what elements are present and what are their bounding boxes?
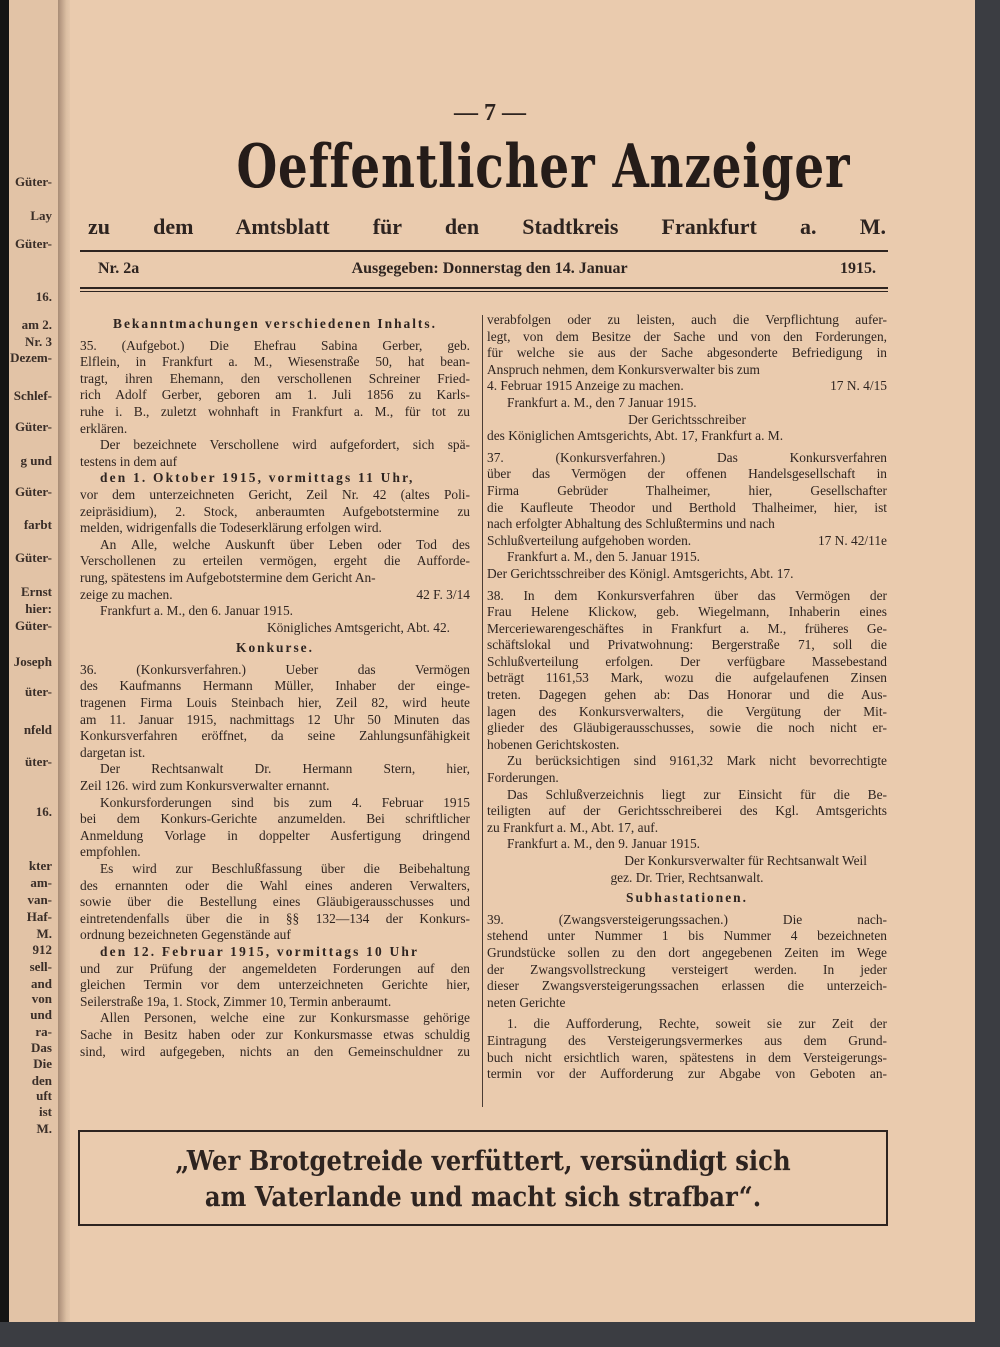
text-line-with-reference bbox=[487, 378, 887, 395]
text-line: verabfolgen oder zu leisten, auch die Verpflichtung aufer- bbox=[487, 312, 887, 327]
header-double-rule-bottom bbox=[80, 291, 888, 292]
margin-fragment: Güter- bbox=[14, 174, 52, 189]
margin-fragment: M. bbox=[36, 1121, 52, 1136]
paragraph bbox=[80, 761, 470, 794]
margin-fragment: Das bbox=[31, 1040, 52, 1055]
signature-line: gez. Dr. Trier, Rechtsanwalt. bbox=[610, 869, 764, 885]
text-line: rung, spätestens im Aufgebotstermine dem Gericht An- bbox=[80, 569, 376, 585]
text-line: Anmeldung Vorlage in doppelter Ausfertigung dringend bbox=[80, 827, 470, 843]
margin-fragment: sell- bbox=[29, 959, 52, 974]
text-line: und zur Prüfung der angemeldeten Forderungen auf den bbox=[80, 960, 470, 976]
margin-fragment: g und bbox=[20, 453, 52, 468]
text-line: eintretendenfalls über die in §§ 132—134 der Konkurs- bbox=[80, 910, 470, 926]
text-line: 38. In dem Konkursverfahren über das Vermögen der bbox=[487, 587, 887, 603]
text-line: nach erfolgter Abhaltung des Schlußtermins und nach bbox=[487, 516, 775, 532]
header-rule bbox=[80, 250, 888, 252]
paragraph bbox=[487, 588, 887, 754]
text-line: Konkursverfahren eröffnet, da seine Zahlungsunfähigkeit bbox=[80, 728, 470, 744]
margin-fragment: farbt bbox=[23, 517, 52, 532]
text-line: Zu berücksichtigen sind 9161,32 Mark nicht bevorrechtigte bbox=[507, 753, 887, 769]
section-heading: Bekanntmachungen verschiedenen Inhalts. bbox=[113, 316, 437, 331]
slogan-line-2: am Vaterlande und macht sich strafbar“. bbox=[204, 1182, 762, 1213]
text-line: Forderungen. bbox=[487, 770, 559, 786]
margin-fragment: und bbox=[30, 1007, 52, 1022]
text-line: die Kaufleute Theodor und Berthold Thalheimer, hier, ist bbox=[487, 499, 887, 515]
paragraph bbox=[487, 450, 887, 533]
text-line: dieser Zwangsversteigerungssachen erlassen die unterzeich- bbox=[487, 978, 887, 994]
binding-shadow bbox=[0, 0, 9, 1347]
scanner-background bbox=[0, 1322, 1000, 1347]
paragraph bbox=[487, 428, 887, 445]
margin-fragment: and bbox=[31, 976, 52, 991]
text-line: Verschollenen zu erteilen vermögen, ergeht die Aufforde- bbox=[80, 553, 470, 569]
text-line: Sache in Besitz haben oder zur Konkursmasse etwas schuldig bbox=[80, 1026, 470, 1042]
signature-line: Der Konkursverwalter für Rechtsanwalt Weil bbox=[624, 853, 867, 868]
margin-fragment: Güter- bbox=[14, 618, 52, 633]
text-line: Seilerstraße 19a, 1. Stock, Zimmer 10, Termin anberaumt. bbox=[80, 993, 392, 1009]
paragraph bbox=[80, 338, 470, 438]
text-line: des ernannten oder die Wahl eines anderen Verwalters, bbox=[80, 877, 470, 893]
text-line: zu Frankfurt a. M., Abt. 17, auf. bbox=[487, 819, 659, 835]
text-line: 36. (Konkursverfahren.) Ueber das Vermögen bbox=[80, 661, 470, 677]
text-line: bei dem Konkurs-Gerichte anzumelden. Bei schriftlicher bbox=[80, 811, 470, 827]
margin-fragment: van- bbox=[27, 892, 52, 907]
text-line: beträgt 1161,53 Mark, wozu die aufgelaufenen Zinsen bbox=[487, 670, 887, 686]
paragraph bbox=[487, 312, 887, 378]
masthead-subtitle: zu dem Amtsblatt für den Stadtkreis Frankfurt a. M. bbox=[88, 214, 886, 239]
place-date-line: Frankfurt a. M., den 5. Januar 1915. bbox=[507, 549, 701, 565]
margin-fragment: ist bbox=[39, 1104, 52, 1119]
margin-fragment: uft bbox=[36, 1088, 52, 1103]
margin-fragment: Schlef- bbox=[13, 388, 52, 403]
place-date-line: Frankfurt a. M., den 9. Januar 1915. bbox=[507, 836, 701, 852]
right-column bbox=[487, 312, 887, 1083]
text-line: Konkursforderungen sind bis zum 4. Februar 1915 bbox=[100, 794, 470, 810]
text-line: teiligten auf der Gerichtsschreiberei des Kgl. Amtsgerichts bbox=[487, 803, 887, 819]
place-date-line: Frankfurt a. M., den 7 Januar 1915. bbox=[507, 394, 697, 410]
text-line: termin vor der Aufforderung zur Abgabe von Geboten an- bbox=[487, 1066, 887, 1082]
signature-line: Der Gerichtsschreiber bbox=[628, 411, 746, 427]
page-number: — 7 — bbox=[454, 100, 526, 126]
text-line: glieder des Gläubigerausschusses, sowie die noch nicht er- bbox=[487, 720, 887, 736]
date-line: den 12. Februar 1915, vormittags 10 Uhr bbox=[100, 943, 420, 959]
margin-fragment: nfeld bbox=[23, 722, 52, 737]
paragraph bbox=[80, 487, 470, 537]
margin-fragment: Güter- bbox=[14, 550, 52, 565]
text-line-with-reference bbox=[487, 533, 887, 550]
margin-fragment: üter- bbox=[25, 684, 52, 699]
margin-fragment: am 2. bbox=[21, 317, 52, 332]
masthead-title: Oeffentlicher Anzeiger bbox=[236, 132, 851, 202]
paragraph bbox=[487, 1016, 887, 1082]
text-line-with-reference bbox=[80, 587, 470, 604]
slogan-box bbox=[78, 1130, 888, 1226]
text-line: Schlußverteilung erfolgen. Der verfügbare Massebestand bbox=[487, 653, 887, 669]
text-line: buch nicht ersichtlich waren, spätestens in dem Versteigerungs- bbox=[487, 1049, 887, 1065]
margin-fragment: Güter- bbox=[14, 236, 52, 251]
text-line: Merceriewarengeschäftes in Frankfurt a. M., früheres Ge- bbox=[487, 620, 887, 636]
text-line: 39. (Zwangsversteigerungssachen.) Die nach- bbox=[487, 911, 887, 927]
text-line: Allen Personen, welche eine zur Konkursmasse gehörige bbox=[100, 1010, 470, 1026]
text-line: des Kaufmanns Hermann Müller, Inhaber der einge- bbox=[80, 678, 470, 694]
margin-fragment: Joseph bbox=[13, 654, 52, 669]
margin-fragment: ra- bbox=[35, 1024, 52, 1039]
text-line: zeige zu machen. bbox=[80, 586, 173, 602]
header-double-rule-top bbox=[80, 287, 888, 289]
issue-info-line bbox=[98, 260, 876, 278]
text-line: Eintragung des Versteigerungsvermerkes aus dem Grund- bbox=[487, 1032, 887, 1048]
text-line: der Zwangsvollstreckung versteigert werden. In jeder bbox=[487, 961, 887, 977]
margin-fragment: den bbox=[31, 1073, 52, 1088]
paragraph bbox=[487, 753, 887, 786]
text-line: vor dem unterzeichneten Gericht, Zeil Nr. 42 (altes Poli- bbox=[80, 486, 470, 502]
place-date-line: Frankfurt a. M., den 6. Januar 1915. bbox=[100, 603, 294, 619]
paragraph bbox=[487, 787, 887, 837]
margin-fragment: 912 bbox=[32, 942, 52, 957]
case-reference: 42 F. 3/14 bbox=[416, 586, 470, 602]
text-line: Elflein, in Frankfurt a. M., Wiesenstraße 50, hat bean- bbox=[80, 354, 470, 370]
text-line: Der Gerichtsschreiber des Königl. Amtsgerichts, Abt. 17. bbox=[487, 565, 794, 581]
text-line: Frau Helene Klickow, geb. Wiegelmann, Inhaberin eines bbox=[487, 604, 887, 620]
text-line: 1. die Aufforderung, Rechte, soweit sie zur Zeit der bbox=[507, 1016, 887, 1032]
text-line: tragenen Firma Louis Steinbach hier, Zeil 82, wird heute bbox=[80, 695, 470, 711]
margin-fragment: Haf- bbox=[26, 909, 52, 924]
margin-fragment: üter- bbox=[25, 754, 52, 769]
issue-number: Nr. 2a bbox=[98, 260, 140, 277]
text-line: für welche sie aus der Sache abgesonderte Befriedigung in bbox=[487, 345, 887, 361]
text-line: Anspruch nehmen, dem Konkursverwalter bis zum bbox=[487, 361, 760, 377]
text-line: melden, widrigenfalls die Todeserklärung erfolgen wird. bbox=[80, 520, 382, 536]
paragraph bbox=[80, 537, 470, 587]
text-line: hobenen Gerichtskosten. bbox=[487, 736, 620, 752]
text-line: testens in dem auf bbox=[80, 453, 178, 469]
text-line: lagen des Konkursverwalters, die Vergütung der Mit- bbox=[487, 703, 887, 719]
margin-fragment: Güter- bbox=[14, 484, 52, 499]
text-line: treten. Dagegen gehen ab: Das Honorar und die Aus- bbox=[487, 687, 887, 703]
margin-fragment: 16. bbox=[35, 289, 52, 304]
date-line: den 1. Oktober 1915, vormittags 11 Uhr, bbox=[100, 470, 415, 486]
margin-fragment: Ernst bbox=[20, 584, 52, 599]
text-line: über das Vermögen der offenen Handelsgesellschaft in bbox=[487, 466, 887, 482]
text-line: Der bezeichnete Verschollene wird aufgefordert, sich spä- bbox=[100, 437, 470, 453]
column-divider bbox=[482, 315, 483, 1107]
text-line: stehend unter Nummer 1 bis Nummer 4 bezeichneten bbox=[487, 928, 887, 944]
section-heading: Subhastationen. bbox=[626, 890, 748, 906]
text-line: tragt, ihren Ehemann, den verschollenen Schreiner Fried- bbox=[80, 370, 470, 386]
margin-fragment: Lay bbox=[30, 208, 52, 223]
margin-fragment: Die bbox=[33, 1056, 52, 1071]
case-reference: 17 N. 42/11e bbox=[817, 532, 887, 548]
text-line: Firma Gebrüder Thalheimer, hier, Gesellschafter bbox=[487, 482, 887, 498]
margin-fragment: Güter- bbox=[14, 419, 52, 434]
text-line: schäftslokal und Privatwohnung: Bergerstraße 71, soll die bbox=[487, 637, 887, 653]
paragraph bbox=[80, 961, 470, 1011]
issue-year: 1915. bbox=[839, 260, 876, 277]
previous-page-edge bbox=[8, 0, 60, 1347]
paragraph bbox=[80, 662, 470, 762]
text-line: 4. Februar 1915 Anzeige zu machen. bbox=[487, 378, 684, 394]
margin-fragment: von bbox=[31, 991, 52, 1006]
paragraph bbox=[80, 1010, 470, 1060]
text-line: 35. (Aufgebot.) Die Ehefrau Sabina Gerber, geb. bbox=[80, 337, 470, 353]
margin-fragment: Nr. 3 bbox=[25, 334, 52, 349]
paragraph bbox=[80, 437, 470, 470]
text-line: Es wird zur Beschlußfassung über die Beibehaltung bbox=[100, 861, 470, 876]
text-line: empfohlen. bbox=[80, 844, 141, 860]
case-reference: 17 N. 4/15 bbox=[830, 378, 887, 394]
paragraph bbox=[487, 912, 887, 1012]
margin-fragment: M. bbox=[36, 926, 52, 941]
text-line: sind, wird aufgegeben, nichts an den Gemeinschuldner zu bbox=[80, 1043, 470, 1059]
text-line: Der Rechtsanwalt Dr. Hermann Stern, hier, bbox=[100, 761, 470, 777]
text-line: dargetan ist. bbox=[80, 744, 146, 760]
text-line: erklären. bbox=[80, 420, 128, 436]
margin-fragment: 16. bbox=[35, 804, 52, 819]
section-heading: Konkurse. bbox=[236, 640, 314, 656]
margin-fragment: kter bbox=[28, 858, 52, 873]
paragraph bbox=[80, 795, 470, 861]
text-line: am 11. Januar 1915, nachmittags 12 Uhr 50 Minuten das bbox=[80, 711, 470, 727]
text-line: gleichen Termin vor dem unterzeichneten Gerichte hier, bbox=[80, 977, 470, 993]
issue-date: Ausgegeben: Donnerstag den 14. Januar bbox=[351, 260, 628, 277]
margin-fragment: hier: bbox=[25, 601, 52, 616]
paragraph bbox=[487, 566, 887, 583]
text-line: Schlußverteilung aufgehoben worden. bbox=[487, 532, 692, 548]
text-line: zeipräsidium), 2. Stock, anberaumten Aufgebotstermine zu bbox=[80, 503, 470, 519]
text-line: neten Gerichte bbox=[487, 994, 566, 1010]
newspaper-page bbox=[70, 0, 975, 1322]
paragraph bbox=[80, 861, 470, 944]
text-line: ruhe i. B., zuletzt wohnhaft in Frankfurt a. M., für tot zu bbox=[80, 403, 470, 419]
text-line: ordnung bezeichneten Gegenstände auf bbox=[80, 927, 291, 943]
text-line: An Alle, welche Auskunft über Leben oder Tod des bbox=[100, 536, 470, 552]
text-line: Zeil 126. wird zum Konkursverwalter ernannt. bbox=[80, 778, 330, 794]
left-column bbox=[80, 312, 470, 1060]
text-line: 37. (Konkursverfahren.) Das Konkursverfahren bbox=[487, 449, 887, 465]
text-line: Grundstücke sollen zu den dort angegebenen Zeiten im Wege bbox=[487, 944, 887, 960]
margin-fragment: Dezem- bbox=[10, 350, 52, 365]
signature-line: Königliches Amtsgericht, Abt. 42. bbox=[267, 619, 450, 635]
text-line: legt, von dem Besitze der Sache und von den Forderungen, bbox=[487, 328, 887, 344]
text-line: rich Adolf Gerber, geboren am 1. Juli 1856 zu Karls- bbox=[80, 387, 470, 403]
text-line: des Königlichen Amtsgerichts, Abt. 17, Frankfurt a. M. bbox=[487, 428, 784, 444]
text-line: Das Schlußverzeichnis liegt zur Einsicht für die Be- bbox=[507, 786, 887, 802]
margin-fragment: am- bbox=[30, 875, 52, 890]
slogan-line-1: „Wer Brotgetreide verfüttert, versündigt sich bbox=[175, 1146, 791, 1177]
text-line: sowie über die Bestellung eines Gläubigerausschusses und bbox=[80, 894, 470, 910]
